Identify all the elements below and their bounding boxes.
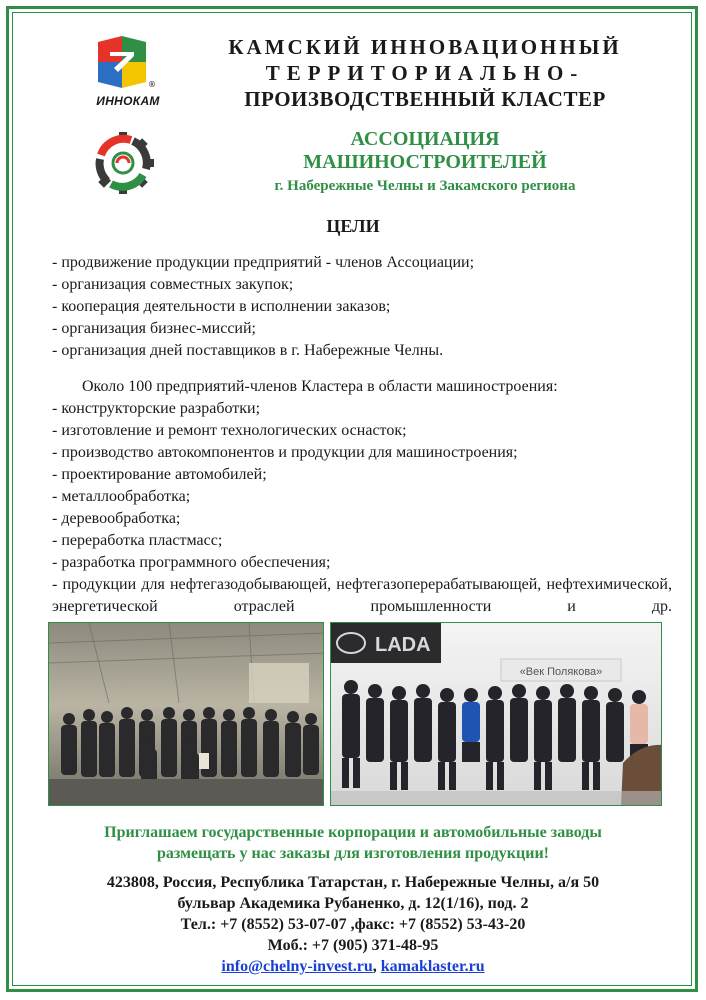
goal-item: - кооперация деятельности в исполнении заказов; bbox=[52, 298, 391, 315]
innokam-logo bbox=[90, 36, 160, 112]
activity-item: - производство автокомпонентов и продукции для машиностроения; bbox=[52, 444, 518, 461]
activities-list bbox=[52, 398, 672, 618]
group-photo-lada-showroom bbox=[330, 622, 662, 806]
goal-item: - организация бизнес-миссий; bbox=[52, 320, 256, 337]
showroom-sign-text: «Век Полякова» bbox=[519, 666, 603, 678]
links-separator: , bbox=[372, 958, 381, 975]
association-title-line-2: МАШИНОСТРОИТЕЛЕЙ bbox=[303, 151, 547, 173]
goal-item: - организация дней поставщиков в г. Набережные Челны. bbox=[52, 342, 444, 359]
invitation-text bbox=[0, 822, 706, 864]
members-intro: Около 100 предприятий-членов Кластера в области машиностроения: bbox=[82, 378, 558, 395]
cluster-title-line-2: ТЕРРИТОРИАЛЬНО- bbox=[265, 61, 585, 85]
activity-item: - переработка пластмасс; bbox=[52, 532, 223, 549]
goals-heading: ЦЕЛИ bbox=[326, 216, 380, 236]
invitation-line-1: Приглашаем государственные корпорации и автомобильные заводы bbox=[104, 824, 602, 841]
postal-address: 423808, Россия, Республика Татарстан, г. Набережные Челны, а/я 50 bbox=[106, 874, 600, 891]
activity-item: - изготовление и ремонт технологических оснасток; bbox=[52, 422, 407, 439]
activity-item: - продукции для нефтегазодобывающей, нефтегазоперерабатывающей, нефтехимической, энергетической отраслей промышленности и др. bbox=[52, 576, 672, 615]
innokam-logo-text: ИННОКАМ bbox=[96, 94, 160, 108]
registered-mark: ® bbox=[148, 80, 156, 89]
group-photo-factory bbox=[48, 622, 324, 806]
invitation-line-2: размещать у нас заказы для изготовления продукции! bbox=[157, 845, 549, 862]
activity-item: - металлообработка; bbox=[52, 488, 191, 505]
cluster-title-line-1: КАМСКИЙ ИННОВАЦИОННЫЙ bbox=[228, 35, 622, 59]
cluster-title-line-3: ПРОИЗВОДСТВЕННЫЙ КЛАСТЕР bbox=[244, 87, 606, 111]
contact-links bbox=[0, 956, 706, 977]
goal-item: - продвижение продукции предприятий - членов Ассоциации; bbox=[52, 254, 475, 271]
website-link[interactable]: kamaklaster.ru bbox=[380, 958, 485, 975]
lada-brand-text: LADA bbox=[375, 634, 431, 656]
innokam-cube-icon bbox=[96, 36, 148, 88]
association-title-line-1: АССОЦИАЦИЯ bbox=[350, 128, 500, 150]
machine-builders-gear-icon bbox=[90, 130, 156, 196]
goals-list bbox=[52, 252, 672, 362]
email-link[interactable]: info@chelny-invest.ru bbox=[221, 958, 373, 975]
mobile-phone: Моб.: +7 (905) 371-48-95 bbox=[267, 937, 439, 954]
phone-fax: Тел.: +7 (8552) 53-07-07 ,факс: +7 (8552) 53-43-20 bbox=[180, 916, 526, 933]
association-title bbox=[190, 128, 660, 196]
activity-item: - проектирование автомобилей; bbox=[52, 466, 267, 483]
cluster-title bbox=[190, 34, 660, 112]
contacts-block bbox=[0, 872, 706, 977]
street-address: бульвар Академика Рубаненко, д. 12(1/16), под. 2 bbox=[177, 895, 529, 912]
activity-item: - разработка программного обеспечения; bbox=[52, 554, 331, 571]
association-region: г. Набережные Челны и Закамского региона bbox=[274, 178, 576, 194]
goal-item: - организация совместных закупок; bbox=[52, 276, 294, 293]
activity-item: - конструкторские разработки; bbox=[52, 400, 261, 417]
activity-item: - деревообработка; bbox=[52, 510, 181, 527]
